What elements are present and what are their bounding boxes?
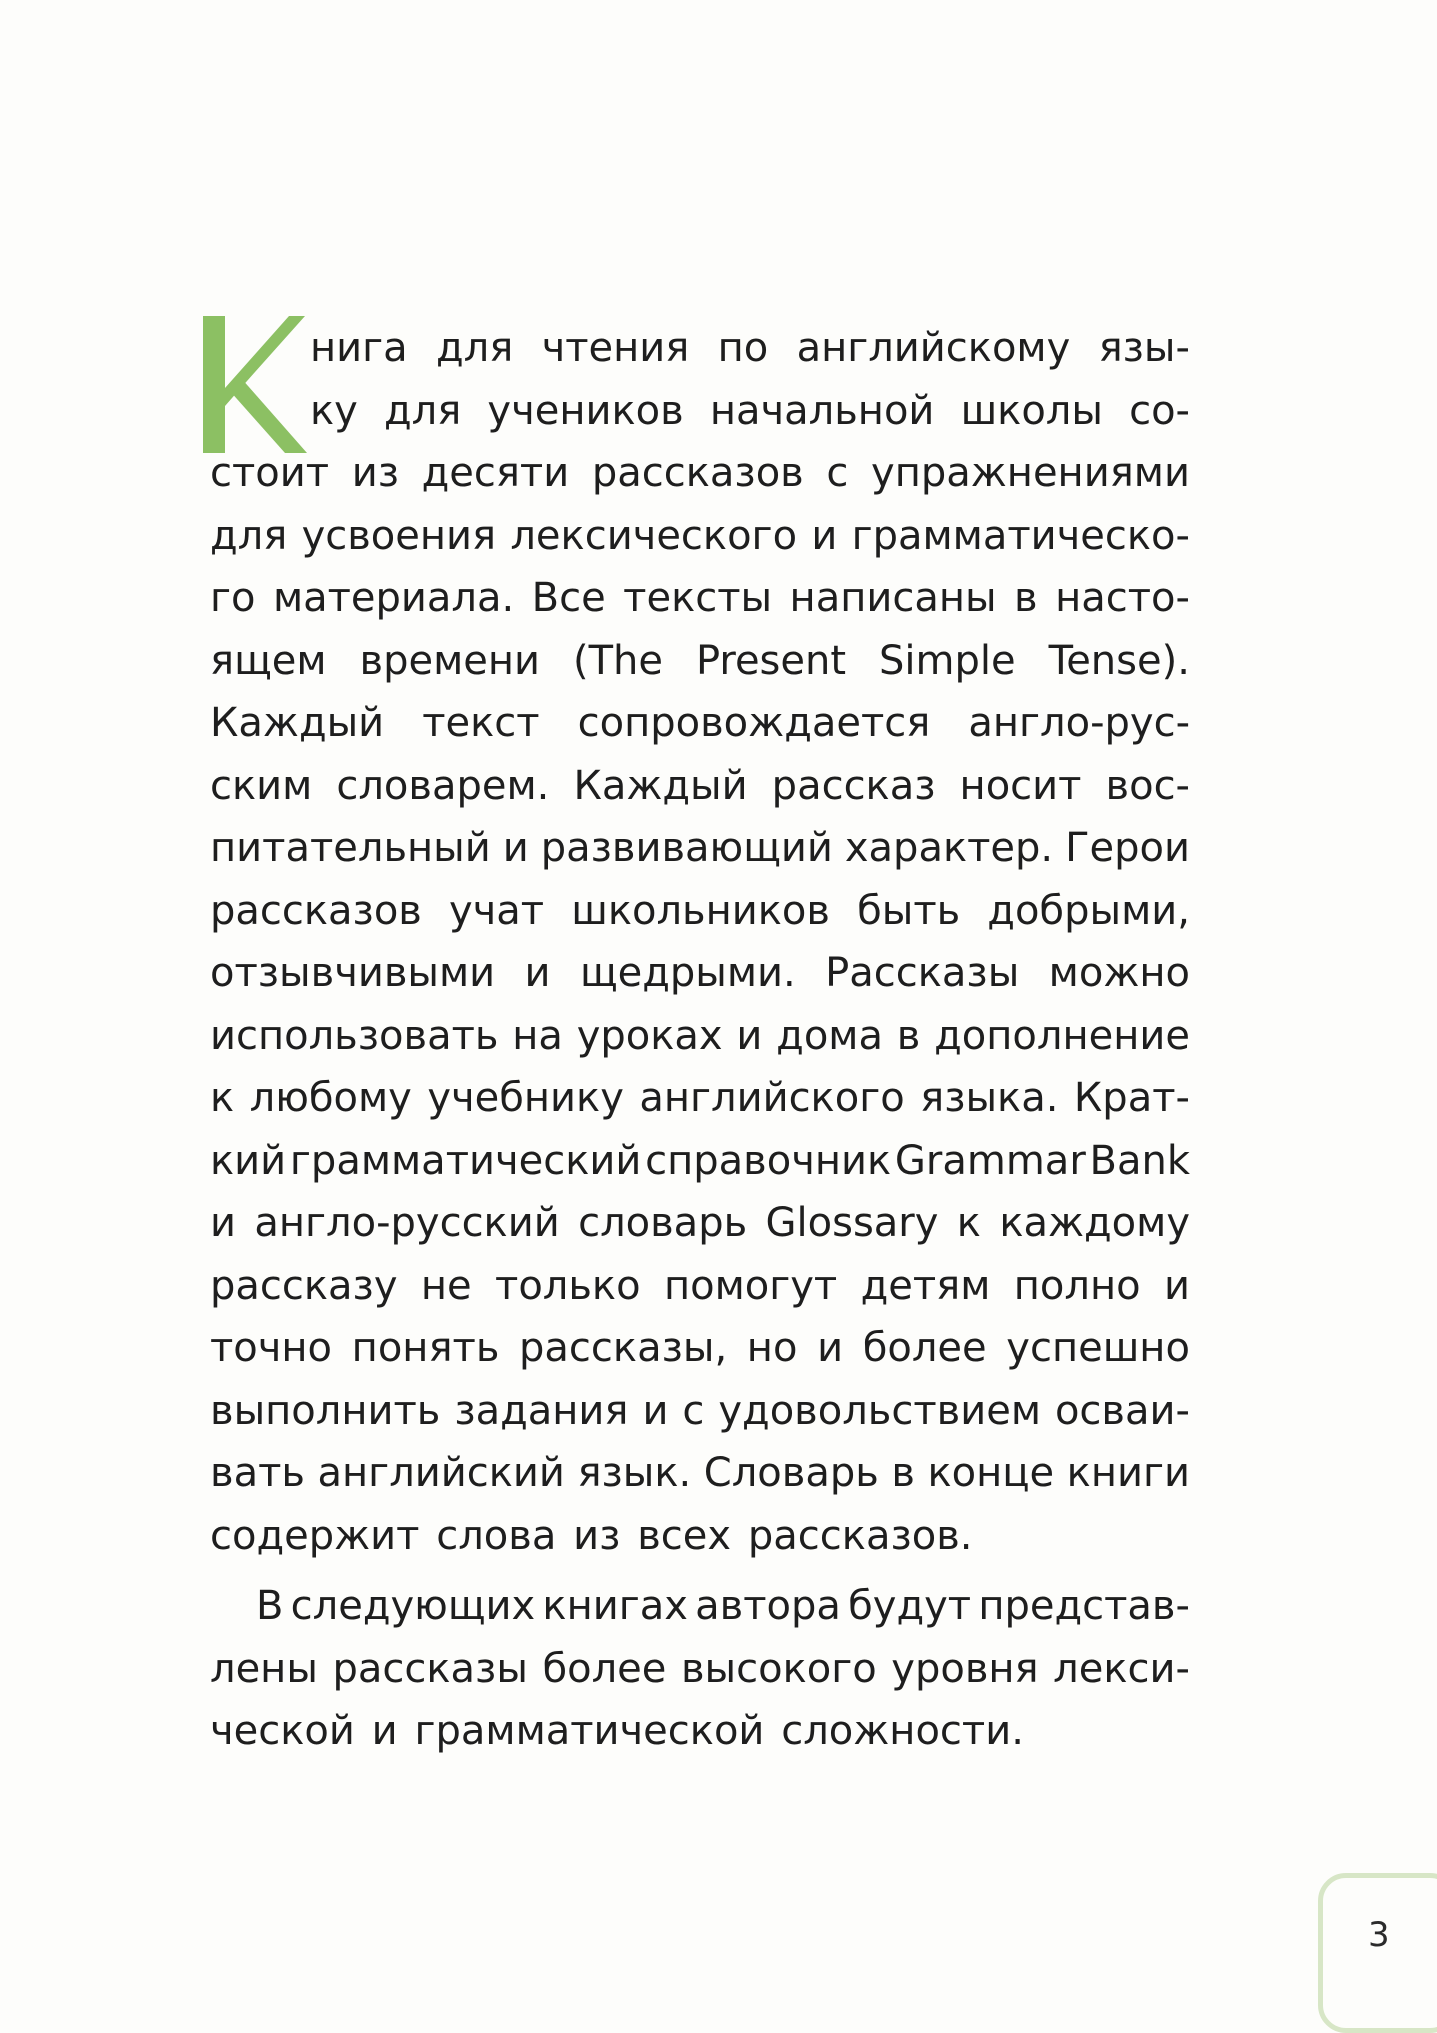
text-line: отзывчивыми и щедрыми. Рассказы можно: [210, 950, 1190, 996]
text-line: рассказу не только помогут детям полно и: [210, 1262, 1190, 1309]
text-line: го материала. Все тексты написаны в насто-: [210, 575, 1190, 621]
text-line: питательный и развивающий характер. Герои: [210, 825, 1190, 871]
text-line: Каждый текст сопровождается англо-рус-: [210, 700, 1190, 746]
text-line: ческой и грамматической сложности.: [210, 1708, 1024, 1754]
text-line: и англо-русский словарь Glossary к каждому: [210, 1200, 1190, 1246]
text-line: нига для чтения по английскому язы-: [310, 325, 1190, 371]
text-line: стоит из десяти рассказов с упражнениями: [210, 450, 1190, 496]
text-line: ящем времени (The Present Simple Tense).: [210, 637, 1190, 684]
text-line: к любому учебнику английского языка. Крат-: [210, 1075, 1190, 1121]
text-line: выполнить задания и с удовольствием осваи-: [210, 1387, 1190, 1434]
text-line: В следующих книгах автора будут представ-: [256, 1583, 1190, 1629]
page-number: 3: [1368, 1915, 1390, 1955]
drop-cap-letter: [203, 316, 307, 453]
text-line: ку для учеников начальной школы со-: [310, 387, 1190, 434]
text-line: использовать на уроках и дома в дополнение: [210, 1012, 1190, 1059]
text-line: рассказов учат школьников быть добрыми,: [210, 887, 1190, 934]
text-line: вать английский язык. Словарь в конце книги: [210, 1450, 1190, 1496]
text-line: ским словарем. Каждый рассказ носит вос-: [210, 762, 1190, 809]
text-line: точно понять рассказы, но и более успешно: [210, 1325, 1190, 1371]
drop-cap-stem: [203, 316, 225, 453]
text-line: для усвоения лексического и грамматическо-: [210, 512, 1190, 559]
text-line: лены рассказы более высокого уровня лекси-: [210, 1645, 1190, 1692]
text-line: содержит слова из всех рассказов.: [210, 1512, 973, 1559]
text-line: кий грамматический справочник Grammar Bank: [210, 1137, 1190, 1184]
drop-cap-lower-leg: [229, 378, 307, 453]
